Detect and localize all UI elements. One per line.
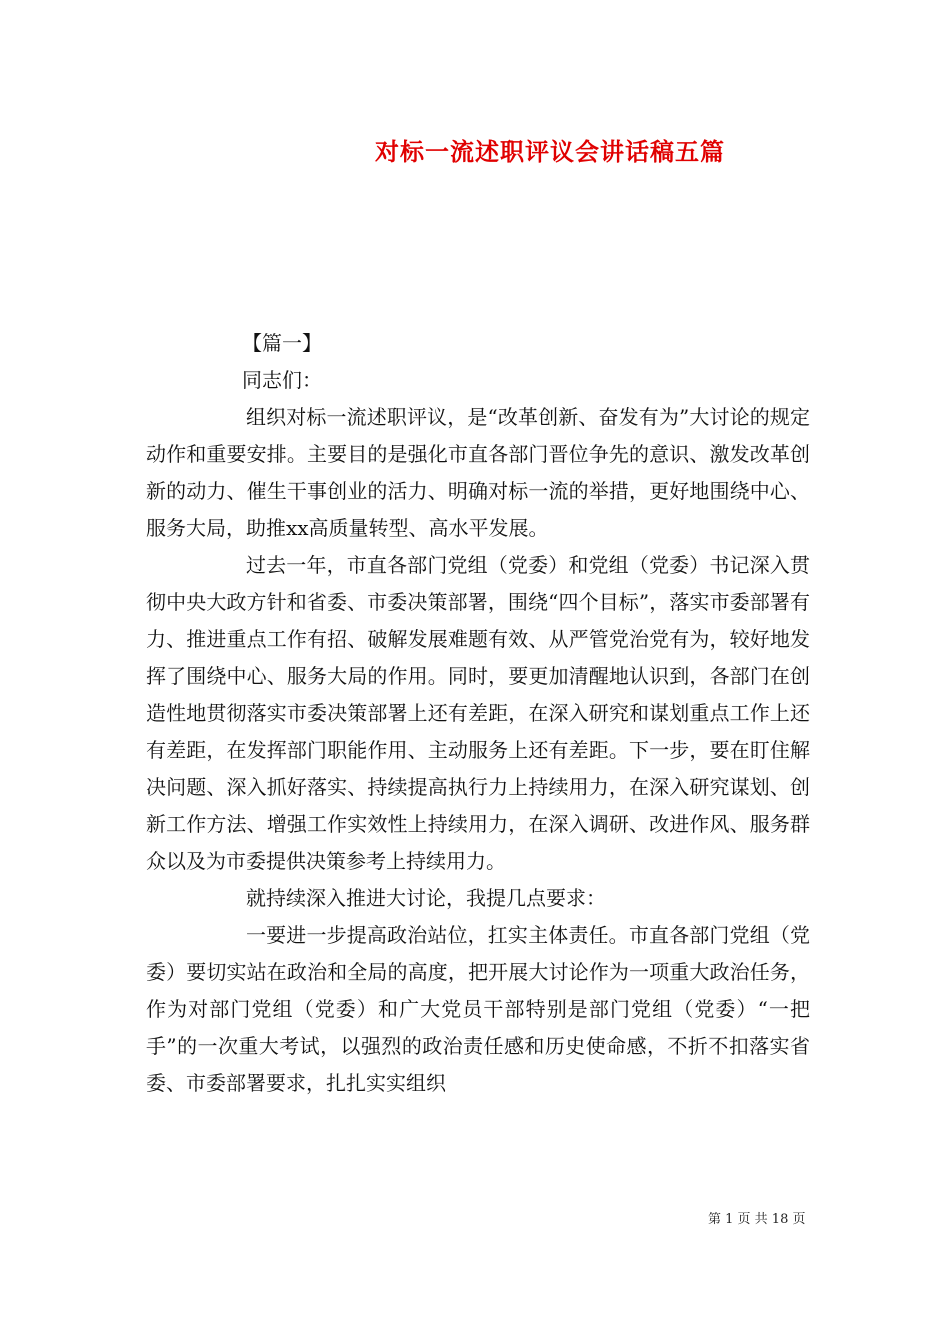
- paragraph-1: 组织对标一流述职评议，是“改革创新、奋发有为”大讨论的规定动作和重要安排。主要目的是强化市直各部门晋位争先的意识、激发改革创新的动力、催生干事创业的活力、明确对标一流的举措，更好地围绕中心、服务大局，助推xx高质量转型、高水平发展。: [146, 405, 810, 540]
- section-label: 【篇一】: [242, 331, 322, 355]
- paragraph-3: 就持续深入推进大讨论，我提几点要求：: [246, 886, 606, 910]
- salutation: 同志们：: [242, 368, 322, 392]
- page-footer: 第 1 页 共 18 页: [708, 1212, 806, 1227]
- paragraph-2: 过去一年，市直各部门党组（党委）和党组（党委）书记深入贯彻中央大政方针和省委、市委决策部署，围绕“四个目标”，落实市委部署有力、推进重点工作有招、破解发展难题有效、从严管党治党有为，较好地发挥了围绕中心、服务大局的作用。同时，要更加清醒地认识到，各部门在创造性地贯彻落实市委决策部署上还有差距，在深入研究和谋划重点工作上还有差距，在发挥部门职能作用、主动服务上还有差距。下一步，要在盯住解决问题、深入抓好落实、持续提高执行力上持续用力，在深入研究谋划、创新工作方法、增强工作实效性上持续用力，在深入调研、改进作风、服务群众以及为市委提供决策参考上持续用力。: [146, 553, 810, 873]
- document-title: 对标一流述职评议会讲话稿五篇: [375, 137, 725, 166]
- document-body: [146, 325, 810, 1102]
- paragraph-4: 一要进一步提高政治站位，扛实主体责任。市直各部门党组（党委）要切实站在政治和全局的高度，把开展大讨论作为一项重大政治任务，作为对部门党组（党委）和广大党员干部特别是部门党组（党委）“一把手”的一次重大考试，以强烈的政治责任感和历史使命感，不折不扣落实省委、市委部署要求，扎扎实实组织: [146, 923, 810, 1095]
